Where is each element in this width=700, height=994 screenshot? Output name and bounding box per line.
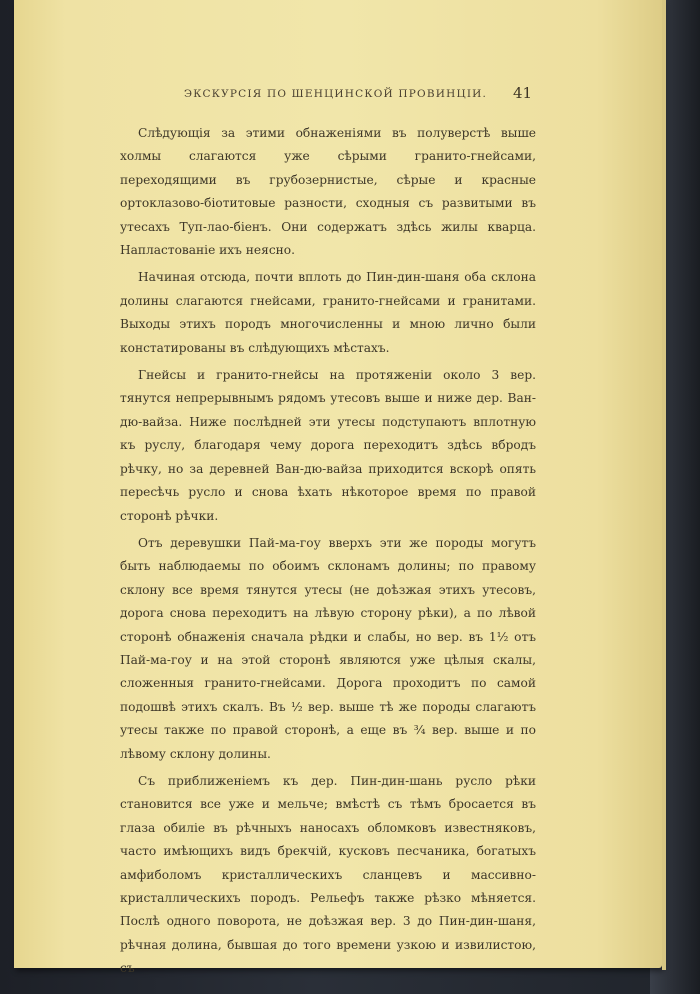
paragraph: Начиная отсюда, почти вплоть до Пин-дин-шаня оба склона долины слагаются гнейсами, гранито-гнейсами и гранитами. Выходы этихъ породъ многочисленны и мною лично были констатированы въ слѣдующихъ мѣстахъ. [120,270,536,355]
paragraph: Отъ деревушки Пай-ма-гоу вверхъ эти же породы могутъ быть наблюдаемы по обоимъ склонамъ долины; по правому склону все время тянутся утесы (не доѣзжая этихъ утесовъ, дорога снова переходитъ на лѣвую сторону рѣки), а по лѣвой сторонѣ обнаженія сначала рѣдки и слабы, но вер. въ 1½ отъ Пай-ма-гоу и на этой сторонѣ являются уже цѣлыя скалы, сложенныя гранито-гнейсами. Дорога проходитъ по самой подошвѣ этихъ скалъ. Въ ½ вер. выше тѣ же породы слагаютъ утесы также по правой сторонѣ, а еще въ ¾ вер. выше и по лѣвому склону долины. [120,535,536,761]
page-number: 41 [513,84,533,102]
paragraph: Слѣдующія за этими обнаженіями въ полуверстѣ выше холмы слагаются уже сѣрыми гранито-гнейсами, переходящими въ грубозернистые, сѣрые и красные ортоклазово-біотитовые разности, сходныя съ развитыми въ утесахъ Туп-лао-біенъ. Они содержатъ здѣсь жилы кварца. Напластованіе ихъ неясно. [120,126,536,258]
paragraph: Гнейсы и гранито-гнейсы на протяженіи около 3 вер. тянутся непрерывнымъ рядомъ утесовъ выше и ниже дер. Ван-дю-вайза. Ниже послѣдней эти утесы подступаютъ вплотную къ руслу, благодаря чему дорога переходитъ здѣсь вбродъ рѣчку, но за деревней Ван-дю-вайза приходится вскорѣ опять пересѣчь русло и снова ѣхать нѣкоторое время по правой сторонѣ рѣчки. [120,368,536,523]
page-body-text [120,122,536,981]
paragraph: Съ приближеніемъ къ дер. Пин-дин-шань русло рѣки становится все уже и мельче; вмѣстѣ съ тѣмъ бросается въ глаза обиліе въ рѣчныхъ наносахъ обломковъ известняковъ, часто имѣющихъ видъ брекчій, кусковъ песчаника, богатыхъ амфиболомъ кристаллическихъ сланцевъ и массивно-кристаллическихъ породъ. Рельефъ также рѣзко мѣняется. Послѣ одного поворота, не доѣзжая вер. 3 до Пин-дин-шаня, рѣчная долина, бывшая до того времени узкою и извилистою, съ [120,773,536,976]
book-page [14,0,662,976]
running-title: ЭКСКУРСІЯ ПО ШЕНЦИНСКОЙ ПРОВИНЦІИ. [184,88,488,100]
